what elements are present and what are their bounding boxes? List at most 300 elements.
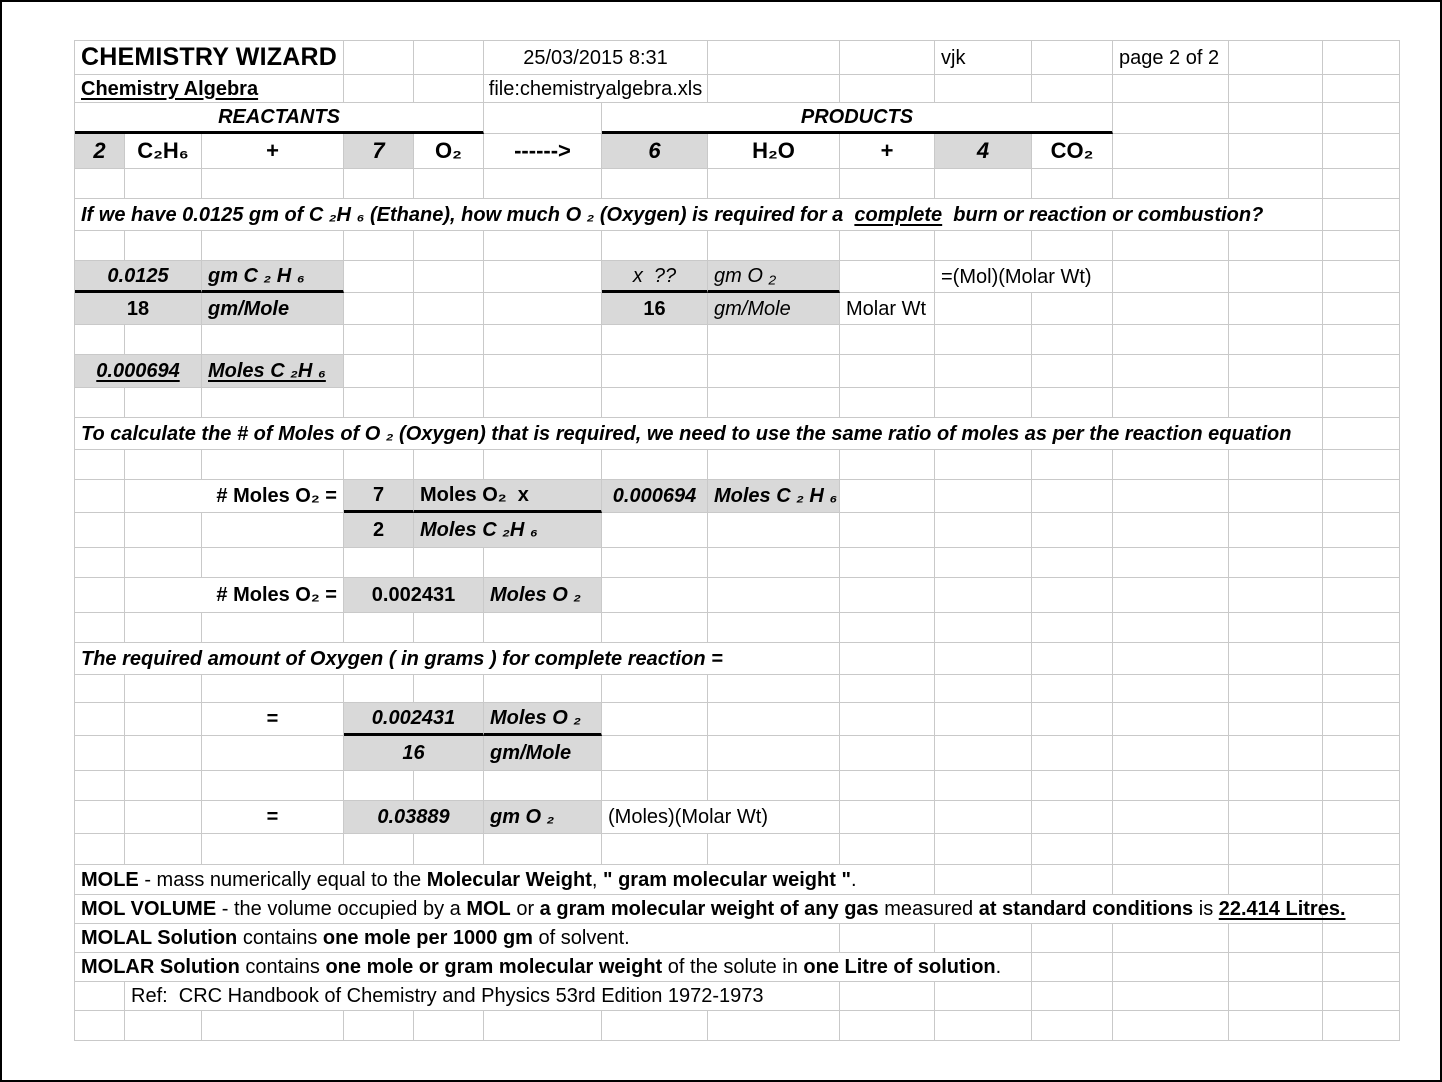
empty-cell — [125, 801, 202, 834]
empty-cell — [344, 548, 414, 578]
empty-cell — [414, 613, 484, 643]
empty-cell — [602, 613, 708, 643]
empty-cell — [125, 388, 202, 418]
empty-cell — [602, 388, 708, 418]
empty-cell — [414, 231, 484, 261]
empty-cell — [840, 1011, 935, 1041]
empty-cell — [75, 1011, 125, 1041]
definition-molar — [75, 953, 1032, 982]
empty-cell — [935, 736, 1032, 771]
empty-cell — [1032, 834, 1113, 865]
empty-cell — [935, 480, 1032, 513]
empty-cell — [840, 801, 935, 834]
empty-cell — [1323, 325, 1400, 355]
empty-cell — [344, 834, 414, 865]
empty-cell — [840, 613, 935, 643]
co2-coefficient: 4 — [935, 134, 1032, 169]
empty-cell — [1229, 924, 1323, 953]
ratio-note-row — [75, 418, 1400, 450]
empty-cell — [1032, 388, 1113, 418]
empty-cell — [840, 41, 935, 75]
worksheet-grid — [74, 40, 1400, 1041]
oxygen-formula: O₂ — [414, 134, 484, 169]
empty-cell — [414, 1011, 484, 1041]
author-initials: vjk — [935, 41, 1032, 75]
definition-term-underlined: 22.414 Litres. — [1218, 898, 1346, 920]
empty-cell — [840, 548, 935, 578]
definition-term: MOLE — [81, 868, 139, 891]
empty-cell — [414, 293, 484, 325]
molar-wt-label: Molar Wt — [840, 293, 935, 325]
empty-cell — [1113, 513, 1229, 548]
empty-cell — [125, 325, 202, 355]
empty-cell — [1113, 231, 1229, 261]
ratio-numerator-unit: Moles O₂ x — [414, 480, 602, 513]
empty-cell — [708, 355, 840, 388]
definition-term: a gram molecular weight of any gas — [539, 898, 879, 920]
empty-cell — [935, 1011, 1032, 1041]
oxygen-molar-mass-unit: gm/Mole — [708, 293, 840, 325]
empty-cell — [1323, 41, 1400, 75]
empty-cell — [840, 450, 935, 480]
empty-cell — [75, 801, 125, 834]
empty-cell — [344, 675, 414, 703]
oxygen-coefficient: 7 — [344, 134, 414, 169]
empty-cell — [1113, 325, 1229, 355]
empty-cell — [344, 325, 414, 355]
equation-header-row — [75, 103, 1400, 134]
definition-text: contains — [237, 927, 323, 949]
empty-cell — [708, 1011, 840, 1041]
empty-cell — [1323, 736, 1400, 771]
empty-cell — [840, 355, 935, 388]
empty-cell — [1032, 953, 1113, 982]
empty-cell — [1323, 199, 1400, 231]
empty-cell — [125, 703, 202, 736]
ratio-denominator-unit: Moles C ₂H ₆ — [414, 513, 602, 548]
empty-cell — [1032, 982, 1113, 1011]
grams-denominator-row — [75, 736, 1400, 771]
empty-cell — [75, 703, 125, 736]
empty-cell — [1032, 355, 1113, 388]
empty-cell — [1323, 355, 1400, 388]
definition-term: Molecular Weight — [426, 868, 592, 891]
empty-cell — [125, 231, 202, 261]
empty-cell — [602, 578, 708, 613]
empty-cell — [602, 834, 708, 865]
empty-cell — [840, 388, 935, 418]
empty-cell — [708, 231, 840, 261]
empty-cell — [840, 924, 935, 953]
empty-cell — [1032, 1011, 1113, 1041]
empty-cell — [602, 325, 708, 355]
empty-cell — [75, 513, 125, 548]
empty-cell — [125, 513, 202, 548]
empty-cell — [1323, 418, 1400, 450]
empty-cell — [708, 388, 840, 418]
empty-cell — [484, 169, 602, 199]
definition-mol-volume — [75, 895, 1346, 924]
empty-cell — [75, 548, 125, 578]
empty-cell — [1229, 134, 1323, 169]
moles-result-value: 0.002431 — [344, 578, 484, 613]
empty-cell — [344, 388, 414, 418]
empty-cell — [1323, 513, 1400, 548]
empty-cell — [1229, 41, 1323, 75]
empty-cell — [414, 450, 484, 480]
empty-cell — [1323, 450, 1400, 480]
empty-cell — [1229, 578, 1323, 613]
definition-term: MOLAR Solution — [81, 956, 240, 978]
plus-sign-left: + — [202, 134, 344, 169]
spacer-row — [75, 169, 1400, 199]
empty-cell — [840, 261, 935, 293]
empty-cell — [1113, 293, 1229, 325]
empty-cell — [935, 675, 1032, 703]
empty-cell — [1323, 261, 1400, 293]
empty-cell — [1323, 578, 1400, 613]
empty-cell — [484, 388, 602, 418]
empty-cell — [125, 169, 202, 199]
ethane-moles-unit: Moles C ₂H ₆ — [202, 355, 344, 388]
empty-cell — [708, 578, 840, 613]
empty-cell — [344, 261, 414, 293]
reaction-arrow: ------> — [484, 134, 602, 169]
empty-cell — [1323, 643, 1400, 675]
empty-cell — [1113, 643, 1229, 675]
empty-cell — [1229, 865, 1323, 895]
empty-cell — [840, 675, 935, 703]
question-part-2: burn or reaction or combustion? — [942, 203, 1264, 226]
spacer-row — [75, 388, 1400, 418]
empty-cell — [1323, 703, 1400, 736]
empty-cell — [935, 548, 1032, 578]
empty-cell — [1032, 703, 1113, 736]
equation-row — [75, 134, 1400, 169]
empty-cell — [1229, 982, 1323, 1011]
empty-cell — [75, 480, 125, 513]
grams-note-text: The required amount of Oxygen ( in grams ) for complete reaction = — [75, 643, 840, 675]
empty-cell — [708, 325, 840, 355]
empty-cell — [414, 388, 484, 418]
empty-cell — [1032, 865, 1113, 895]
empty-cell — [1032, 578, 1113, 613]
empty-cell — [935, 325, 1032, 355]
empty-cell — [1113, 953, 1229, 982]
empty-cell — [935, 865, 1032, 895]
grams-result-value: 0.03889 — [344, 801, 484, 834]
ethane-moles-row — [75, 355, 1400, 388]
empty-cell — [1113, 134, 1229, 169]
empty-cell — [1113, 675, 1229, 703]
empty-cell — [125, 675, 202, 703]
ethane-formula: C₂H₆ — [125, 134, 202, 169]
empty-cell — [602, 675, 708, 703]
unknown-mass-label: x ?? — [602, 261, 708, 293]
definition-mole — [75, 865, 935, 895]
empty-cell — [1229, 548, 1323, 578]
empty-cell — [1229, 703, 1323, 736]
water-coefficient: 6 — [602, 134, 708, 169]
empty-cell — [935, 75, 1032, 103]
empty-cell — [935, 513, 1032, 548]
empty-cell — [75, 450, 125, 480]
empty-cell — [1113, 169, 1229, 199]
empty-cell — [935, 231, 1032, 261]
empty-cell — [1032, 513, 1113, 548]
empty-cell — [1229, 736, 1323, 771]
empty-cell — [1229, 513, 1323, 548]
ratio-note-text: To calculate the # of Moles of O ₂ (Oxygen) that is required, we need to use the same ratio of moles as per the reaction equation — [75, 418, 1323, 450]
empty-cell — [1113, 801, 1229, 834]
empty-cell — [1229, 801, 1323, 834]
moles-ratio-numerator-row — [75, 480, 1400, 513]
empty-cell — [1229, 325, 1323, 355]
definition-molal — [75, 924, 840, 953]
empty-cell — [1323, 675, 1400, 703]
definition-text: of the solute in — [662, 956, 804, 978]
empty-cell — [1113, 613, 1229, 643]
definition-term: MOL — [466, 898, 511, 920]
empty-cell — [935, 801, 1032, 834]
spacer-row — [75, 675, 1400, 703]
question-part-1: If we have 0.0125 gm of C ₂H ₆ (Ethane), how much O ₂ (Oxygen) is required for a — [81, 203, 855, 226]
empty-cell — [1323, 134, 1400, 169]
grams-numerator-row — [75, 703, 1400, 736]
empty-cell — [1323, 103, 1400, 134]
empty-cell — [484, 355, 602, 388]
empty-cell — [602, 355, 708, 388]
empty-cell — [1113, 865, 1229, 895]
subtitle-row — [75, 75, 1400, 103]
empty-cell — [708, 450, 840, 480]
spacer-row — [75, 231, 1400, 261]
empty-cell — [1113, 548, 1229, 578]
moles-ratio-denominator-row — [75, 513, 1400, 548]
empty-cell — [935, 771, 1032, 801]
empty-cell — [414, 75, 484, 103]
empty-cell — [344, 613, 414, 643]
empty-cell — [840, 480, 935, 513]
empty-cell — [1323, 865, 1400, 895]
molar-mass-row — [75, 293, 1400, 325]
sheet-subtitle: Chemistry Algebra — [75, 75, 344, 103]
empty-cell — [484, 293, 602, 325]
empty-cell — [1113, 736, 1229, 771]
empty-cell — [1032, 169, 1113, 199]
empty-cell — [414, 771, 484, 801]
empty-cell — [935, 643, 1032, 675]
empty-cell — [840, 982, 935, 1011]
empty-cell — [1229, 480, 1323, 513]
empty-cell — [602, 231, 708, 261]
empty-cell — [1032, 41, 1113, 75]
empty-cell — [484, 1011, 602, 1041]
empty-cell — [414, 548, 484, 578]
grams-moles-value: 0.002431 — [344, 703, 484, 736]
empty-cell — [75, 982, 125, 1011]
empty-cell — [1113, 103, 1229, 134]
reactants-header: REACTANTS — [75, 103, 484, 134]
empty-cell — [484, 103, 602, 134]
empty-cell — [708, 513, 840, 548]
definition-term: at standard conditions — [978, 898, 1194, 920]
empty-cell — [1323, 982, 1400, 1011]
empty-cell — [202, 450, 344, 480]
spacer-row — [75, 613, 1400, 643]
definition-text: - the volume occupied by a — [216, 898, 467, 920]
ratio-numerator-coef: 7 — [344, 480, 414, 513]
empty-cell — [414, 261, 484, 293]
empty-cell — [1032, 293, 1113, 325]
empty-cell — [602, 771, 708, 801]
grams-moles-unit: Moles O ₂ — [484, 703, 602, 736]
empty-cell — [75, 675, 125, 703]
empty-cell — [484, 675, 602, 703]
spacer-row — [75, 834, 1400, 865]
empty-cell — [1229, 231, 1323, 261]
empty-cell — [840, 834, 935, 865]
empty-cell — [1323, 169, 1400, 199]
empty-cell — [1032, 643, 1113, 675]
definition-term: one Litre of solution — [803, 956, 996, 978]
empty-cell — [1229, 75, 1323, 103]
empty-cell — [1113, 703, 1229, 736]
empty-cell — [484, 548, 602, 578]
water-formula: H₂O — [708, 134, 840, 169]
empty-cell — [602, 1011, 708, 1041]
file-path: file:chemistryalgebra.xls — [484, 75, 708, 103]
empty-cell — [125, 450, 202, 480]
empty-cell — [1323, 953, 1400, 982]
empty-cell — [935, 169, 1032, 199]
empty-cell — [840, 169, 935, 199]
definition-term: " gram molecular weight " — [603, 868, 851, 891]
empty-cell — [344, 169, 414, 199]
plus-sign-right: + — [840, 134, 935, 169]
empty-cell — [344, 450, 414, 480]
empty-cell — [414, 675, 484, 703]
definition-text: is — [1193, 898, 1219, 920]
empty-cell — [1113, 480, 1229, 513]
ethane-molar-mass: 18 — [75, 293, 202, 325]
empty-cell — [202, 325, 344, 355]
moles-result-label: # Moles O₂ = — [125, 578, 344, 613]
empty-cell — [202, 834, 344, 865]
empty-cell — [1229, 261, 1323, 293]
empty-cell — [1032, 548, 1113, 578]
spacer-row — [75, 771, 1400, 801]
empty-cell — [125, 548, 202, 578]
empty-cell — [708, 834, 840, 865]
empty-cell — [708, 675, 840, 703]
empty-cell — [202, 771, 344, 801]
definition-text: contains — [239, 956, 326, 978]
empty-cell — [840, 736, 935, 771]
grams-result-unit: gm O ₂ — [484, 801, 602, 834]
empty-cell — [1113, 261, 1229, 293]
empty-cell — [484, 261, 602, 293]
given-mass-value: 0.0125 — [75, 261, 202, 293]
empty-cell — [1229, 613, 1323, 643]
empty-cell — [1032, 771, 1113, 801]
empty-cell — [75, 736, 125, 771]
empty-cell — [1323, 834, 1400, 865]
empty-cell — [935, 388, 1032, 418]
mol-molarwt-formula: =(Mol)(Molar Wt) — [935, 261, 1113, 293]
spacer-row — [75, 450, 1400, 480]
empty-cell — [1032, 325, 1113, 355]
grams-molar-mass-unit: gm/Mole — [484, 736, 602, 771]
empty-cell — [484, 231, 602, 261]
empty-cell — [602, 703, 708, 736]
empty-cell — [484, 325, 602, 355]
empty-cell — [1323, 231, 1400, 261]
empty-cell — [484, 771, 602, 801]
empty-cell — [840, 771, 935, 801]
empty-cell — [484, 834, 602, 865]
definition-term: one mole per 1000 gm — [322, 927, 533, 949]
empty-cell — [414, 355, 484, 388]
empty-cell — [202, 513, 344, 548]
empty-cell — [602, 548, 708, 578]
empty-cell — [935, 293, 1032, 325]
empty-cell — [602, 169, 708, 199]
empty-cell — [1032, 924, 1113, 953]
empty-cell — [1323, 293, 1400, 325]
products-header: PRODUCTS — [602, 103, 1113, 134]
definition-text: . — [995, 956, 1002, 978]
moles-result-unit: Moles O ₂ — [484, 578, 602, 613]
co2-formula: CO₂ — [1032, 134, 1113, 169]
empty-cell — [414, 834, 484, 865]
empty-cell — [602, 450, 708, 480]
empty-cell — [414, 169, 484, 199]
ethane-moles-multiplier-unit: Moles C ₂ H ₆ — [708, 480, 840, 513]
empty-cell — [840, 578, 935, 613]
empty-cell — [484, 613, 602, 643]
page-indicator: page 2 of 2 — [1113, 41, 1229, 75]
empty-cell — [344, 1011, 414, 1041]
empty-cell — [1229, 450, 1323, 480]
empty-cell — [1323, 548, 1400, 578]
empty-cell — [202, 736, 344, 771]
empty-cell — [708, 736, 840, 771]
empty-cell — [1032, 675, 1113, 703]
definition-text: measured — [878, 898, 979, 920]
empty-cell — [202, 675, 344, 703]
empty-cell — [708, 771, 840, 801]
empty-cell — [708, 703, 840, 736]
empty-cell — [1113, 834, 1229, 865]
given-numerator-row — [75, 261, 1400, 293]
empty-cell — [1229, 293, 1323, 325]
empty-cell — [1113, 982, 1229, 1011]
question-row — [75, 199, 1400, 231]
equals-sign: = — [202, 703, 344, 736]
empty-cell — [202, 231, 344, 261]
equals-sign-2: = — [202, 801, 344, 834]
moles-molarwt-formula: (Moles)(Molar Wt) — [602, 801, 840, 834]
empty-cell — [75, 169, 125, 199]
ratio-denominator-coef: 2 — [344, 513, 414, 548]
empty-cell — [935, 982, 1032, 1011]
spacer-row — [75, 325, 1400, 355]
empty-cell — [202, 169, 344, 199]
empty-cell — [75, 771, 125, 801]
empty-cell — [1323, 480, 1400, 513]
empty-cell — [344, 231, 414, 261]
